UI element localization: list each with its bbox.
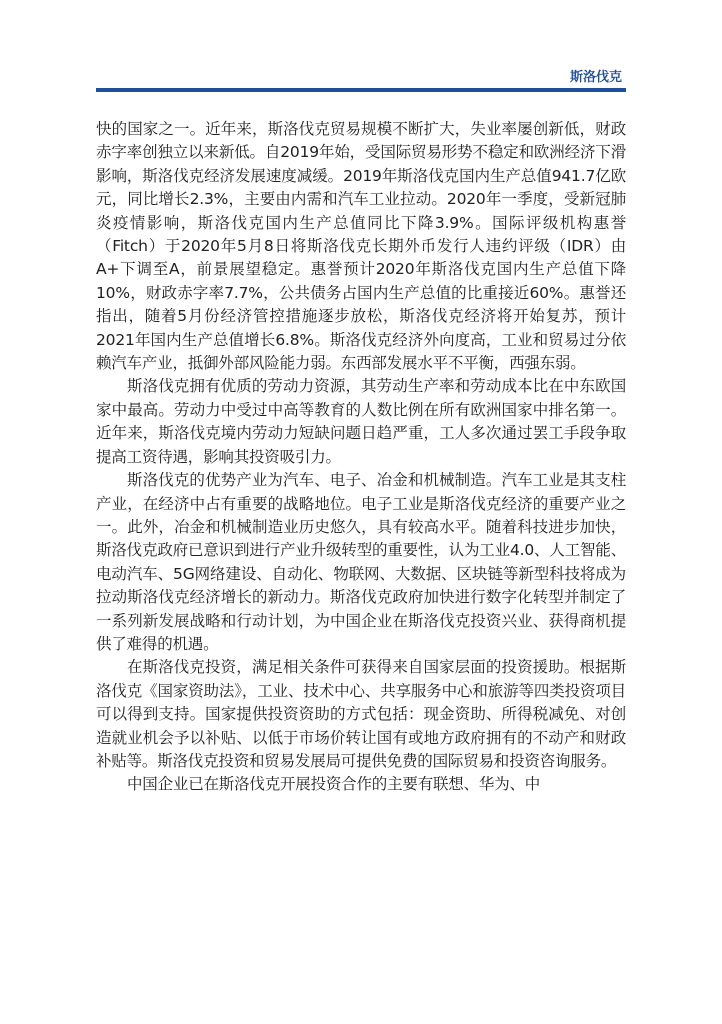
paragraph-4: 在斯洛伐克投资，满足相关条件可获得来自国家层面的投资援助。根据斯洛伐克《国家资助法》，工业、技术中心、共享服务中心和旅游等四类投资项目可以得到支持。国家提供投资资助的方式包括：现金资助、所得税减免、对创造就业机会予以补贴、以低于市场价转让国有或地方政府拥有的不动产和财政补贴等。斯洛伐克投资和贸易发展局可提供免费的国际贸易和投资咨询服务。	[96, 658, 626, 770]
header-rule	[96, 88, 626, 92]
paragraph-2: 斯洛伐克拥有优质的劳动力资源，其劳动生产率和劳动成本比在中东欧国家中最高。劳动力中受过中高等教育的人数比例在所有欧洲国家中排名第一。近年来，斯洛伐克境内劳动力短缺问题日趋严重，工人多次通过罢工手段争取提高工资待遇，影响其投资吸引力。	[96, 377, 626, 466]
body-text	[96, 118, 626, 797]
paragraph-3: 斯洛伐克的优势产业为汽车、电子、冶金和机械制造。汽车工业是其支柱产业，在经济中占有重要的战略地位。电子工业是斯洛伐克经济的重要产业之一。此外，冶金和机械制造业历史悠久，具有较高水平。随着科技进步加快，斯洛伐克政府已意识到进行产业升级转型的重要性，认为工业4.0、人工智能、电动汽车、5G网络建设、自动化、物联网、大数据、区块链等新型科技将成为拉动斯洛伐克经济增长的新动力。斯洛伐克政府加快进行数字化转型并制定了一系列新发展战略和行动计划，为中国企业在斯洛伐克投资兴业、获得商机提供了难得的机遇。	[96, 471, 626, 653]
paragraph-1: 快的国家之一。近年来，斯洛伐克贸易规模不断扩大，失业率屡创新低，财政赤字率创独立以来新低。自2019年始，受国际贸易形势不稳定和欧洲经济下滑影响，斯洛伐克经济发展速度减缓。2019年斯洛伐克国内生产总值941.7亿欧元，同比增长2.3%，主要由内需和汽车工业拉动。2020年一季度，受新冠肺炎疫情影响，斯洛伐克国内生产总值同比下降3.9%。国际评级机构惠誉（Fitch）于2020年5月8日将斯洛伐克长期外币发行人违约评级（IDR）由A+下调至A，前景展望稳定。惠誉预计2020年斯洛伐克国内生产总值下降10%，财政赤字率7.7%，公共债务占国内生产总值的比重接近60%。惠誉还指出，随着5月份经济管控措施逐步放松，斯洛伐克经济将开始复苏，预计2021年国内生产总值增长6.8%。斯洛伐克经济外向度高，工业和贸易过分依赖汽车产业，抵御外部风险能力弱。东西部发展水平不平衡，西强东弱。	[96, 120, 626, 373]
paragraph-5: 中国企业已在斯洛伐克开展投资合作的主要有联想、华为、中	[127, 775, 541, 794]
running-header-title: 斯洛伐克	[569, 70, 622, 85]
